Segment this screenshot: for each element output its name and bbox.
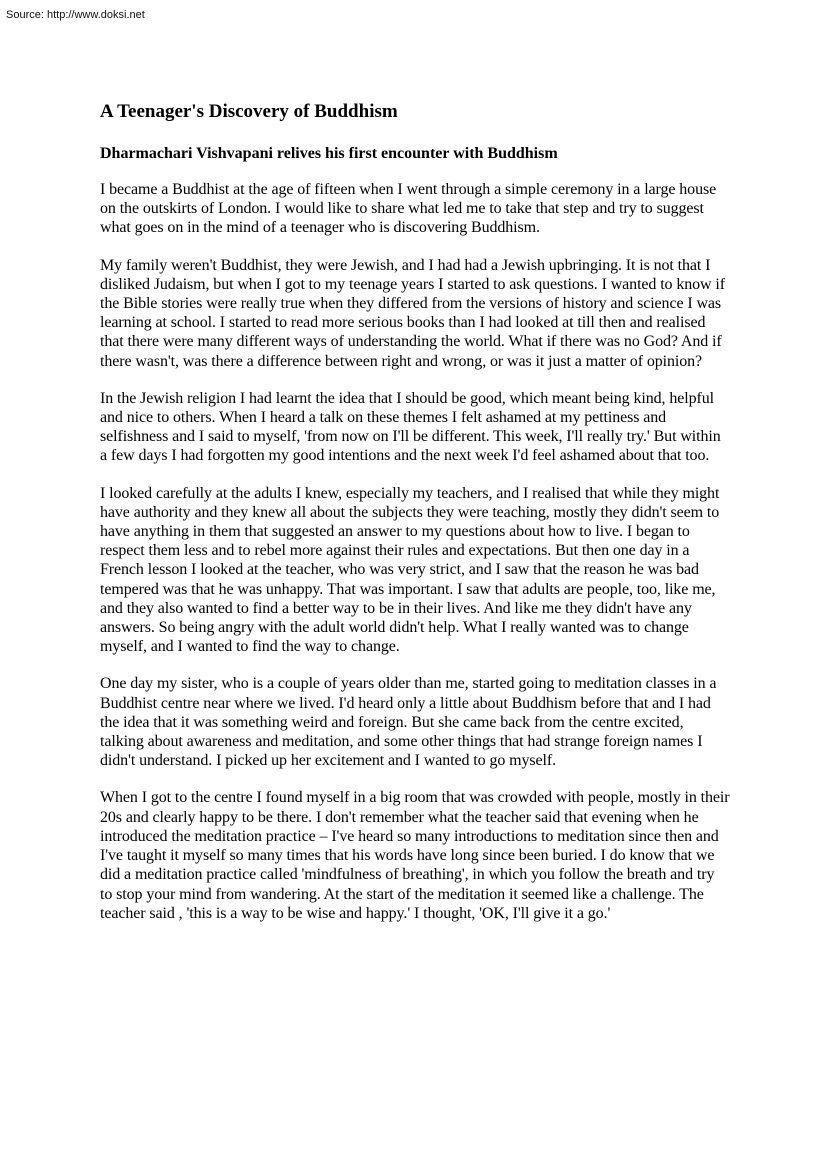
article-subtitle: Dharmachari Vishvapani relives his first encounter with Buddhism: [100, 145, 558, 162]
paragraph: I became a Buddhist at the age of fifteen when I went through a simple ceremony in a large house on the outskirts of London. I would like to share what led me to take that step and try to suggest what goes on in the mind of a teenager who is discovering Buddhism.: [100, 181, 717, 237]
paragraph: I looked carefully at the adults I knew, especially my teachers, and I realised that while they might have authority and they knew all about the subjects they were teaching, mostly they didn't seem to have anything in them that suggested an answer to my questions about how to live. I began to respect them less and to rebel more against their rules and expectations. But then one day in a French lesson I looked at the teacher, who was very strict, and I saw that the reason he was bad tempered was that he was unhappy. That was important. I saw that adults are people, too, like me, and they also wanted to find a better way to be in their lives. And like me they didn't have any answers. So being angry with the adult world didn't help. What I really wanted was to change myself, and I wanted to find the way to change.: [100, 484, 720, 656]
paragraph: When I got to the centre I found myself in a big room that was crowded with people, mostly in their 20s and clearly happy to be there. I don't remember what the teacher said that evening when he introduced the meditation practice – I've heard so many introductions to meditation since then and I've taught it myself so many times that his words have long since been buried. I do know that we did a meditation practice called 'mindfulness of breathing', in which you follow the breath and try to stop your mind from wandering. At the start of the meditation it seemed like a challenge. The teacher said , 'this is a way to be wise and happy.' I thought, 'OK, I'll give it a go.': [100, 789, 730, 922]
paragraph: In the Jewish religion I had learnt the idea that I should be good, which meant being kind, helpful and nice to others. When I heard a talk on these themes I felt ashamed at my pettiness and selfishness and I said to myself, 'from now on I'll be different. This week, I'll really try.' But within a few days I had forgotten my good intentions and the next week I'd feel ashamed about that too.: [100, 389, 721, 465]
paragraph: My family weren't Buddhist, they were Jewish, and I had had a Jewish upbringing. It is not that I disliked Judaism, but when I got to my teenage years I started to ask questions. I wanted to know if the Bible stories were really true when they differed from the versions of history and science I was learning at school. I started to read more serious books than I had looked at till then and realised that there were many different ways of understanding the world. What if there was no God? And if there wasn't, was there a difference between right and wrong, or was it just a matter of opinion?: [100, 256, 725, 370]
source-label: Source: http://www.doksi.net: [6, 9, 145, 21]
article-title: A Teenager's Discovery of Buddhism: [100, 101, 398, 122]
article: [100, 100, 730, 923]
paragraph: One day my sister, who is a couple of years older than me, started going to meditation classes in a Buddhist centre near where we lived. I'd heard only a little about Buddhism before that and I had the idea that it was something weird and foreign. But she came back from the centre excited, talking about awareness and meditation, and some other things that had strange foreign names I didn't understand. I picked up her excitement and I wanted to go myself.: [100, 675, 717, 770]
